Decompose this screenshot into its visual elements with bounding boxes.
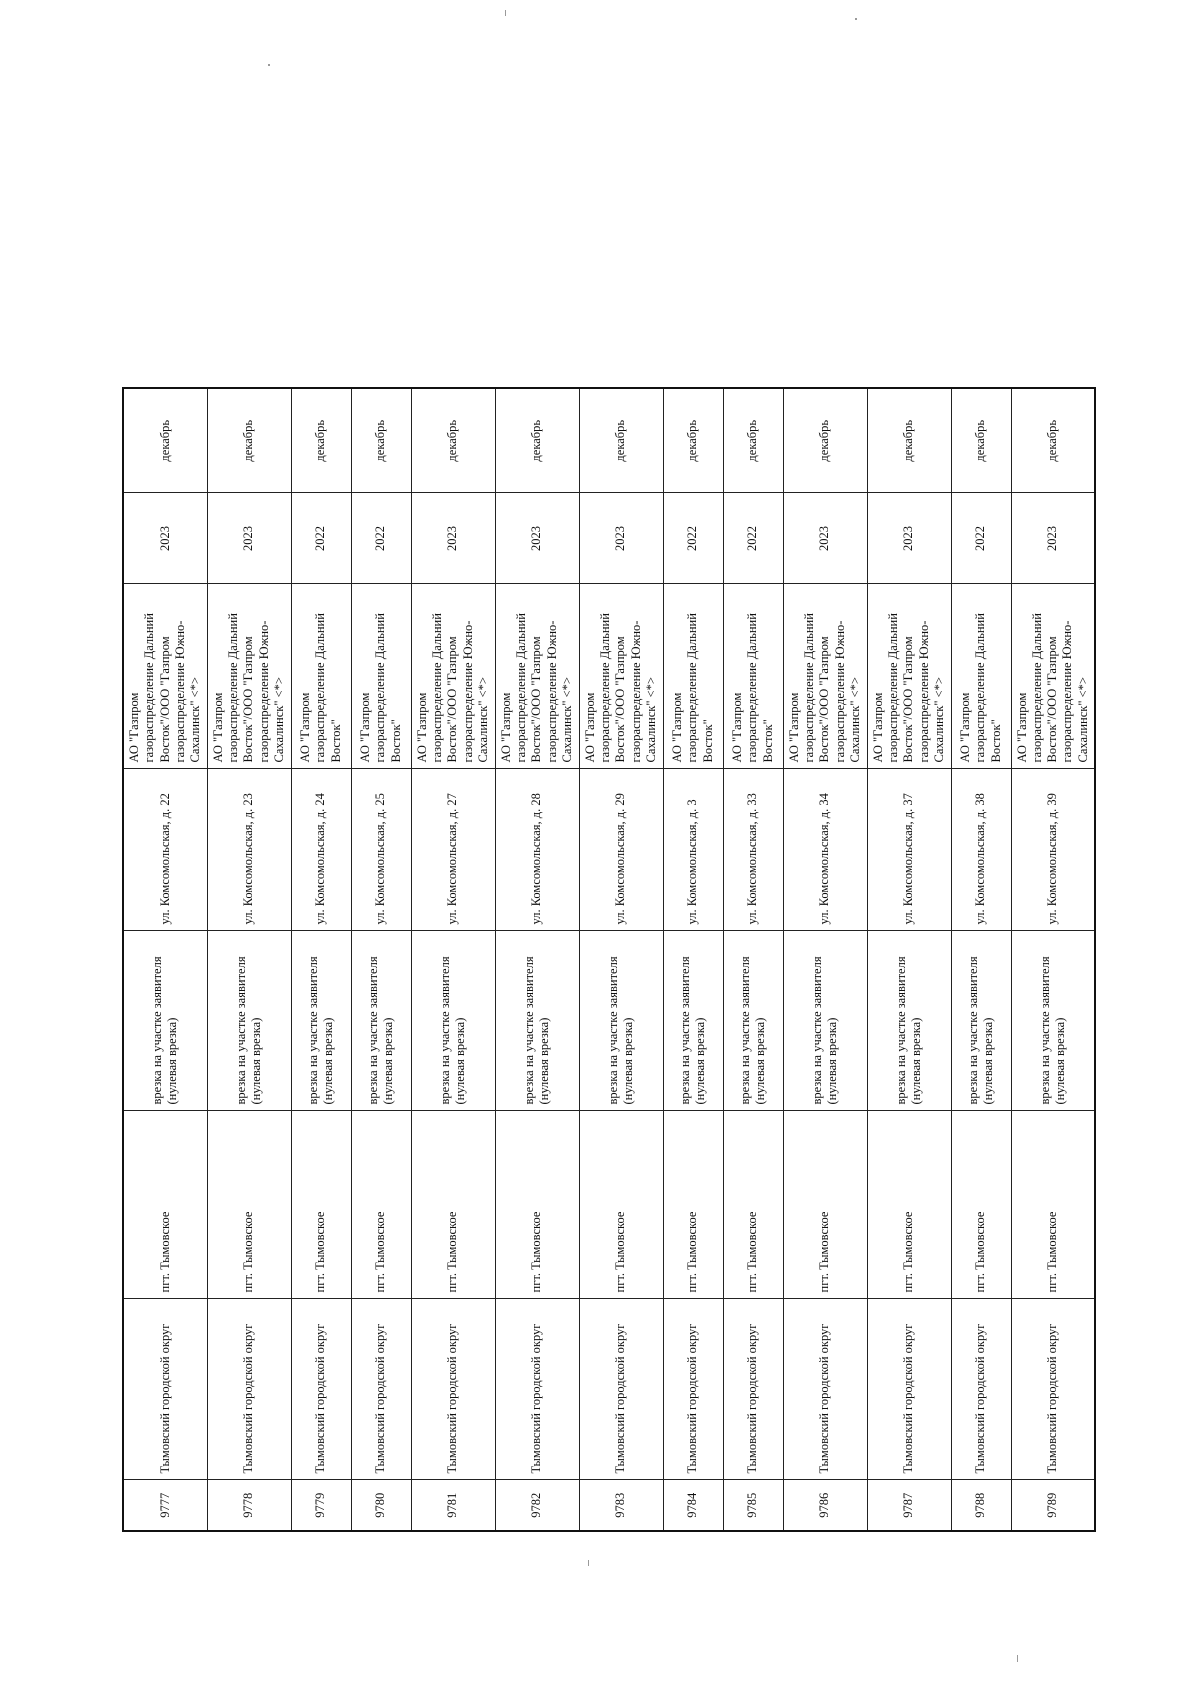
organization-cell: АО "Газпром газораспределение Дальний Восток"/ООО "Газпром газораспределение Южно-Сахалинск" <*> (1011, 584, 1095, 769)
address-cell: ул. Комсомольская, д. 33 (723, 769, 783, 931)
organization-cell: АО "Газпром газораспределение Дальний Восток" (291, 584, 351, 769)
table-row (1011, 388, 1095, 1531)
year-cell: 2022 (291, 493, 351, 584)
table-row (663, 388, 723, 1531)
connection-type-cell: врезка на участке заявителя (нулевая врезка) (867, 931, 951, 1111)
municipality-cell: Тымовский городской округ (663, 1299, 723, 1480)
month-cell: декабрь (411, 388, 495, 493)
organization-cell: АО "Газпром газораспределение Дальний Восток" (951, 584, 1011, 769)
settlement-cell: пгт. Тымовское (663, 1111, 723, 1299)
table-row (783, 388, 867, 1531)
row-number: 9788 (951, 1480, 1011, 1531)
settlement-cell: пгт. Тымовское (123, 1111, 207, 1299)
address-cell: ул. Комсомольская, д. 39 (1011, 769, 1095, 931)
table-row (291, 388, 351, 1531)
year-cell: 2023 (783, 493, 867, 584)
row-number: 9786 (783, 1480, 867, 1531)
settlement-cell: пгт. Тымовское (867, 1111, 951, 1299)
month-cell: декабрь (1011, 388, 1095, 493)
address-cell: ул. Комсомольская, д. 27 (411, 769, 495, 931)
month-cell: декабрь (291, 388, 351, 493)
year-cell: 2023 (867, 493, 951, 584)
municipality-cell: Тымовский городской округ (207, 1299, 291, 1480)
year-cell: 2023 (123, 493, 207, 584)
month-cell: декабрь (123, 388, 207, 493)
row-number: 9787 (867, 1480, 951, 1531)
organization-cell: АО "Газпром газораспределение Дальний Восток"/ООО "Газпром газораспределение Южно-Сахалинск" <*> (579, 584, 663, 769)
municipality-cell: Тымовский городской округ (1011, 1299, 1095, 1480)
settlement-cell: пгт. Тымовское (291, 1111, 351, 1299)
settlement-cell: пгт. Тымовское (579, 1111, 663, 1299)
year-cell: 2023 (411, 493, 495, 584)
organization-cell: АО "Газпром газораспределение Дальний Восток"/ООО "Газпром газораспределение Южно-Сахалинск" <*> (867, 584, 951, 769)
municipality-cell: Тымовский городской округ (723, 1299, 783, 1480)
year-cell: 2023 (495, 493, 579, 584)
settlement-cell: пгт. Тымовское (783, 1111, 867, 1299)
organization-cell: АО "Газпром газораспределение Дальний Восток" (351, 584, 411, 769)
connection-type-cell: врезка на участке заявителя (нулевая врезка) (495, 931, 579, 1111)
settlement-cell: пгт. Тымовское (1011, 1111, 1095, 1299)
organization-cell: АО "Газпром газораспределение Дальний Восток" (723, 584, 783, 769)
connection-type-cell: врезка на участке заявителя (нулевая врезка) (579, 931, 663, 1111)
connection-type-cell: врезка на участке заявителя (нулевая врезка) (411, 931, 495, 1111)
row-number: 9781 (411, 1480, 495, 1531)
connection-type-cell: врезка на участке заявителя (нулевая врезка) (291, 931, 351, 1111)
table-row (123, 388, 207, 1531)
municipality-cell: Тымовский городской округ (495, 1299, 579, 1480)
connection-type-cell: врезка на участке заявителя (нулевая врезка) (1011, 931, 1095, 1111)
scan-speck (855, 18, 857, 20)
connection-type-cell: врезка на участке заявителя (нулевая врезка) (723, 931, 783, 1111)
month-cell: декабрь (723, 388, 783, 493)
municipality-cell: Тымовский городской округ (951, 1299, 1011, 1480)
month-cell: декабрь (951, 388, 1011, 493)
municipality-cell: Тымовский городской округ (783, 1299, 867, 1480)
settlement-cell: пгт. Тымовское (723, 1111, 783, 1299)
settlement-cell: пгт. Тымовское (351, 1111, 411, 1299)
connection-type-cell: врезка на участке заявителя (нулевая врезка) (351, 931, 411, 1111)
municipality-cell: Тымовский городской округ (411, 1299, 495, 1480)
connection-type-cell: врезка на участке заявителя (нулевая врезка) (951, 931, 1011, 1111)
settlement-cell: пгт. Тымовское (495, 1111, 579, 1299)
scan-speck (505, 10, 506, 16)
row-number: 9785 (723, 1480, 783, 1531)
table-row (411, 388, 495, 1531)
table-row (579, 388, 663, 1531)
row-number: 9778 (207, 1480, 291, 1531)
scan-speck (1017, 1655, 1018, 1662)
organization-cell: АО "Газпром газораспределение Дальний Восток"/ООО "Газпром газораспределение Южно-Сахалинск" <*> (783, 584, 867, 769)
month-cell: декабрь (663, 388, 723, 493)
address-cell: ул. Комсомольская, д. 22 (123, 769, 207, 931)
organization-cell: АО "Газпром газораспределение Дальний Восток" (663, 584, 723, 769)
year-cell: 2022 (663, 493, 723, 584)
row-number: 9784 (663, 1480, 723, 1531)
connection-type-cell: врезка на участке заявителя (нулевая врезка) (123, 931, 207, 1111)
row-number: 9780 (351, 1480, 411, 1531)
row-number: 9789 (1011, 1480, 1095, 1531)
scan-speck (268, 64, 270, 66)
rotated-table-container (122, 389, 1090, 1532)
row-number: 9783 (579, 1480, 663, 1531)
year-cell: 2023 (1011, 493, 1095, 584)
settlement-cell: пгт. Тымовское (411, 1111, 495, 1299)
settlement-cell: пгт. Тымовское (951, 1111, 1011, 1299)
address-cell: ул. Комсомольская, д. 24 (291, 769, 351, 931)
address-cell: ул. Комсомольская, д. 3 (663, 769, 723, 931)
address-cell: ул. Комсомольская, д. 37 (867, 769, 951, 931)
municipality-cell: Тымовский городской округ (579, 1299, 663, 1480)
address-cell: ул. Комсомольская, д. 38 (951, 769, 1011, 931)
table-row (951, 388, 1011, 1531)
year-cell: 2022 (351, 493, 411, 584)
table-body (123, 388, 1095, 1531)
organization-cell: АО "Газпром газораспределение Дальний Восток"/ООО "Газпром газораспределение Южно-Сахалинск" <*> (123, 584, 207, 769)
row-number: 9779 (291, 1480, 351, 1531)
month-cell: декабрь (867, 388, 951, 493)
connection-type-cell: врезка на участке заявителя (нулевая врезка) (207, 931, 291, 1111)
municipality-cell: Тымовский городской округ (867, 1299, 951, 1480)
month-cell: декабрь (207, 388, 291, 493)
gasification-table (122, 387, 1096, 1532)
address-cell: ул. Комсомольская, д. 34 (783, 769, 867, 931)
table-row (867, 388, 951, 1531)
municipality-cell: Тымовский городской округ (351, 1299, 411, 1480)
month-cell: декабрь (351, 388, 411, 493)
organization-cell: АО "Газпром газораспределение Дальний Восток"/ООО "Газпром газораспределение Южно-Сахалинск" <*> (495, 584, 579, 769)
connection-type-cell: врезка на участке заявителя (нулевая врезка) (663, 931, 723, 1111)
organization-cell: АО "Газпром газораспределение Дальний Восток"/ООО "Газпром газораспределение Южно-Сахалинск" <*> (411, 584, 495, 769)
row-number: 9782 (495, 1480, 579, 1531)
year-cell: 2022 (951, 493, 1011, 584)
address-cell: ул. Комсомольская, д. 28 (495, 769, 579, 931)
month-cell: декабрь (783, 388, 867, 493)
address-cell: ул. Комсомольская, д. 23 (207, 769, 291, 931)
table-row (207, 388, 291, 1531)
month-cell: декабрь (495, 388, 579, 493)
year-cell: 2022 (723, 493, 783, 584)
month-cell: декабрь (579, 388, 663, 493)
year-cell: 2023 (207, 493, 291, 584)
table-row (495, 388, 579, 1531)
municipality-cell: Тымовский городской округ (123, 1299, 207, 1480)
year-cell: 2023 (579, 493, 663, 584)
row-number: 9777 (123, 1480, 207, 1531)
address-cell: ул. Комсомольская, д. 29 (579, 769, 663, 931)
address-cell: ул. Комсомольская, д. 25 (351, 769, 411, 931)
table-row (723, 388, 783, 1531)
organization-cell: АО "Газпром газораспределение Дальний Восток"/ООО "Газпром газораспределение Южно-Сахалинск" <*> (207, 584, 291, 769)
municipality-cell: Тымовский городской округ (291, 1299, 351, 1480)
table-row (351, 388, 411, 1531)
connection-type-cell: врезка на участке заявителя (нулевая врезка) (783, 931, 867, 1111)
settlement-cell: пгт. Тымовское (207, 1111, 291, 1299)
scan-speck (588, 1560, 589, 1566)
